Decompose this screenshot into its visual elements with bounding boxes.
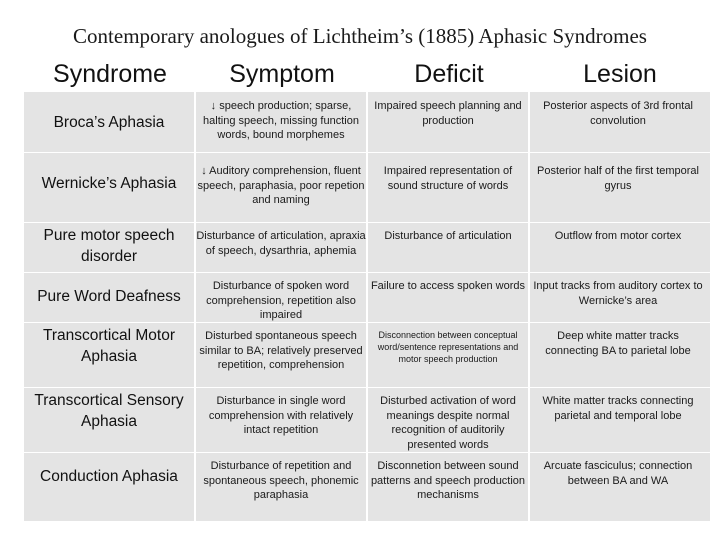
column-divider [366,92,368,521]
symptom-cell: Disturbance in single word comprehension with relatively intact repetition [208,395,354,436]
deficit-cell: Disturbance of articulation [384,230,512,242]
symptom-cell: Disturbance of articulation, apraxia of speech, dysarthria, aphemia [196,230,366,257]
header-lesion: Lesion [583,59,657,88]
syndrome-cell: Wernicke’s Aphasia [41,174,177,192]
syndrome-cell: Conduction Aphasia [40,467,178,485]
syndromes-table [24,56,710,521]
table-header-row [24,56,710,92]
column-divider [194,92,196,521]
syndrome-cell: Transcortical Motor Aphasia [42,327,176,365]
lesion-cell: Posterior aspects of 3rd frontal convolution [543,100,693,127]
deficit-cell: Impaired representation of sound structure of words [383,165,513,192]
syndrome-cell: Pure Word Deafness [37,287,181,305]
symptom-cell: Disturbance of spoken word comprehension, repetition also impaired [206,280,356,321]
lesion-cell: Arcuate fasciculus; connection between BA and WA [543,460,693,487]
syndrome-cell: Transcortical Sensory Aphasia [34,392,184,430]
header-syndrome: Syndrome [53,59,167,88]
lesion-cell: White matter tracks connecting parietal and temporal lobe [542,395,694,422]
lesion-cell: Outflow from motor cortex [554,230,682,242]
symptom-cell: ↓ Auditory comprehension, fluent speech, paraphasia, poor repetion and naming [197,165,365,206]
header-symptom: Symptom [229,59,335,88]
symptom-cell: Disturbance of repetition and spontaneous speech, phonemic paraphasia [203,460,359,501]
lesion-cell: Posterior half of the first temporal gyrus [536,165,699,192]
column-divider [528,92,530,521]
deficit-cell: Failure to access spoken words [370,280,526,292]
slide-title: Contemporary anologues of Lichtheim’s (1885) Aphasic Syndromes [73,24,647,48]
deficit-cell: Disconnetion between sound patterns and speech production mechanisms [370,460,526,501]
syndrome-cell: Pure motor speech disorder [43,227,175,265]
deficit-cell: Impaired speech planning and production [374,100,522,127]
syndrome-cell: Broca’s Aphasia [53,113,165,131]
deficit-cell: Disconnection between conceptual word/sentence representations and motor speech production [377,330,519,364]
symptom-cell: ↓ speech production; sparse, halting speech, missing function words, bound morphemes [203,100,359,141]
lesion-cell: Deep white matter tracks connecting BA to parietal lobe [545,330,691,357]
lesion-cell: Input tracks from auditory cortex to Wernicke’s area [533,280,703,307]
symptom-cell: Disturbed spontaneous speech similar to BA; relatively preserved repetition, comprehension [199,330,363,371]
deficit-cell: Disturbed activation of word meanings despite normal recognition of auditorily presented words [380,395,516,451]
header-deficit: Deficit [414,59,484,88]
